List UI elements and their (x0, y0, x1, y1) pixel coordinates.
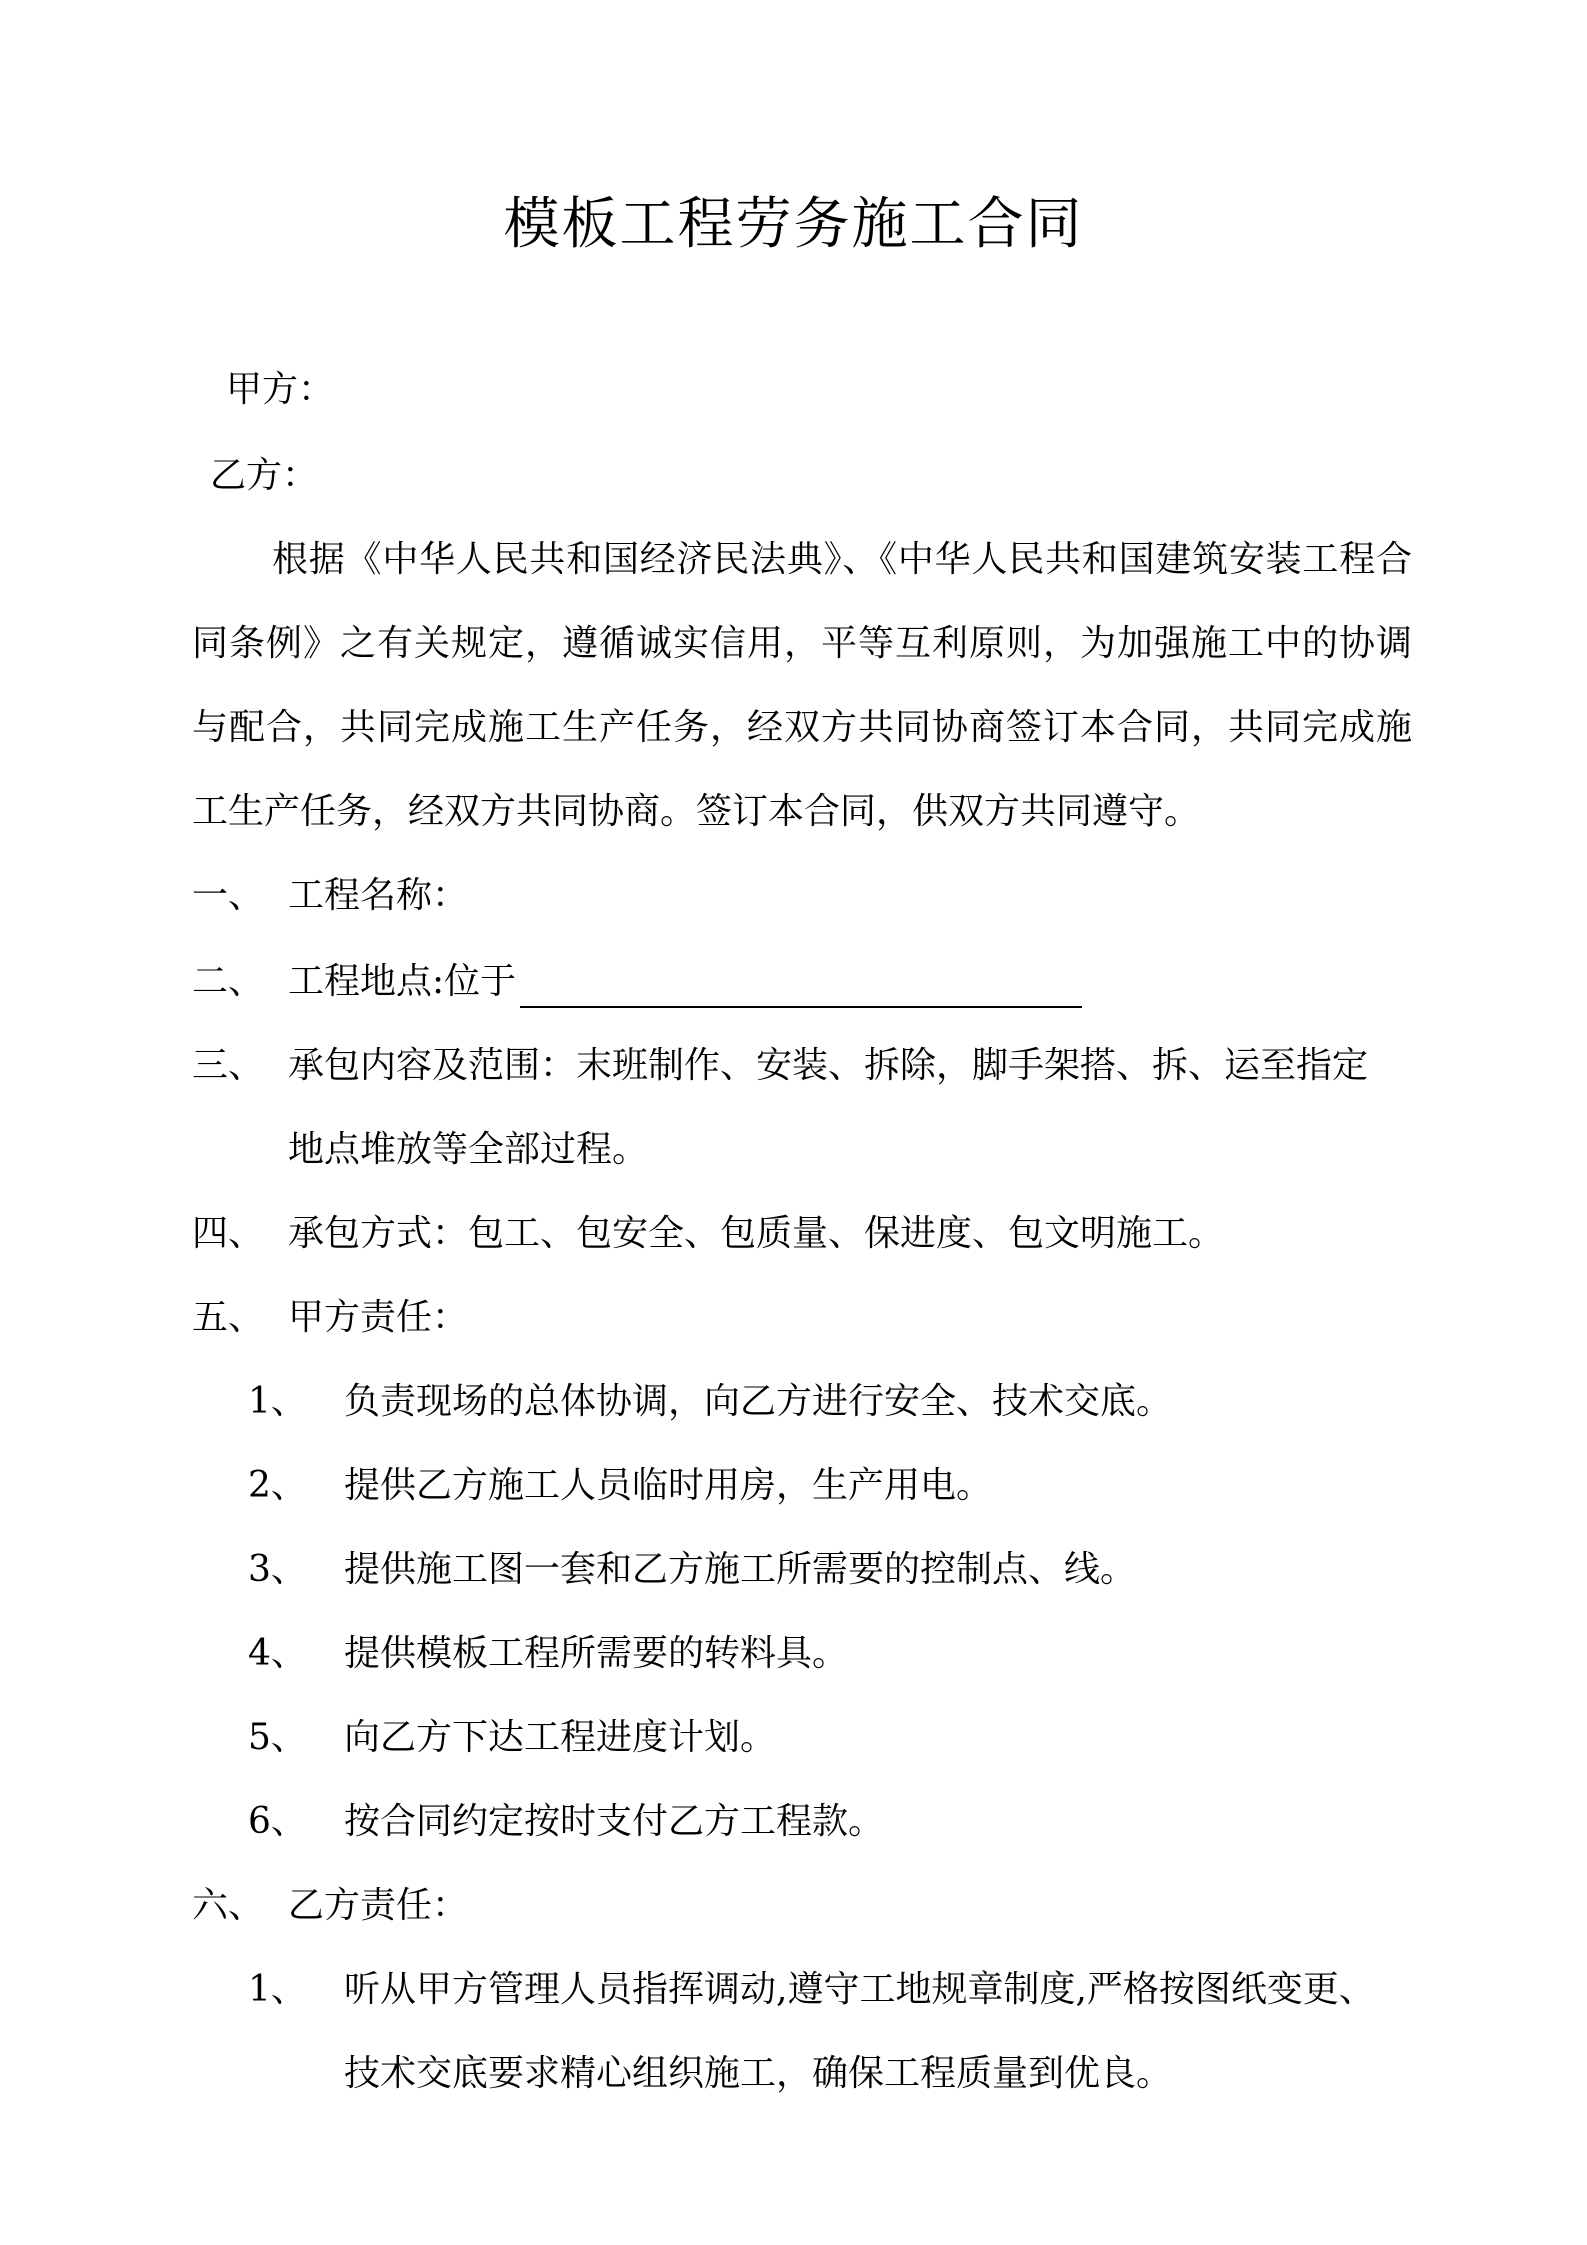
duty-number: 3、 (248, 1549, 307, 1590)
duty-text: 提供乙方施工人员临时用房，生产用电。 (344, 1465, 993, 1506)
duty-text: 向乙方下达工程进度计划。 (344, 1717, 777, 1758)
duty-number: 1、 (248, 1969, 307, 2010)
section-text: 工程名称： (288, 875, 469, 916)
fill-in-blank-line (520, 966, 1082, 1008)
duty-number: 6、 (248, 1801, 307, 1842)
section-number: 六、 (192, 1885, 265, 1926)
duty-text: 按合同约定按时支付乙方工程款。 (344, 1801, 885, 1842)
duty-text: 提供模板工程所需要的转料具。 (344, 1633, 849, 1674)
duty-number: 1、 (248, 1381, 307, 1422)
duty-number: 2、 (248, 1465, 307, 1506)
section-text: 乙方责任： (288, 1885, 469, 1926)
party-b-label: 乙方： (210, 455, 319, 496)
section-text: 承包方式：包工、包安全、包质量、保进度、包文明施工。 (288, 1213, 1225, 1254)
duty-number: 4、 (248, 1633, 307, 1674)
section-text: 甲方责任： (288, 1297, 469, 1338)
section-number: 二、 (192, 961, 265, 1002)
preamble-paragraph: 根据《中华人民共和国经济民法典》、《中华人民共和国建筑安装工程合同条例》之有关规定，遵循诚实信用，平等互利原则，为加强施工中的协调与配合，共同完成施工生产任务，经双方共同协商签订本合同，共同完成施工生产任务，经双方共同协商。签订本合同，供双方共同遵守。 (192, 539, 1412, 832)
section-text-with-blank (288, 956, 1082, 1008)
duty-text: 负责现场的总体协调，向乙方进行安全、技术交底。 (344, 1381, 1173, 1422)
section-text: 承包内容及范围：末班制作、安装、拆除，脚手架搭、拆、运至指定 (288, 1045, 1369, 1086)
section-number: 三、 (192, 1045, 265, 1086)
section-number: 四、 (192, 1213, 265, 1254)
document-title: 模板工程劳务施工合同 (503, 192, 1084, 257)
section-text: 工程地点:位于 (288, 961, 517, 1002)
section-text-continued: 地点堆放等全部过程。 (288, 1129, 649, 1170)
section-number: 五、 (192, 1297, 265, 1338)
section-number: 一、 (192, 875, 265, 916)
duty-text: 提供施工图一套和乙方施工所需要的控制点、线。 (344, 1549, 1137, 1590)
duty-number: 5、 (248, 1717, 307, 1758)
duty-text-continued: 技术交底要求精心组织施工，确保工程质量到优良。 (344, 2053, 1173, 2094)
duty-text: 听从甲方管理人员指挥调动,遵守工地规章制度,严格按图纸变更、 (344, 1969, 1375, 2010)
party-a-label: 甲方： (226, 369, 335, 410)
